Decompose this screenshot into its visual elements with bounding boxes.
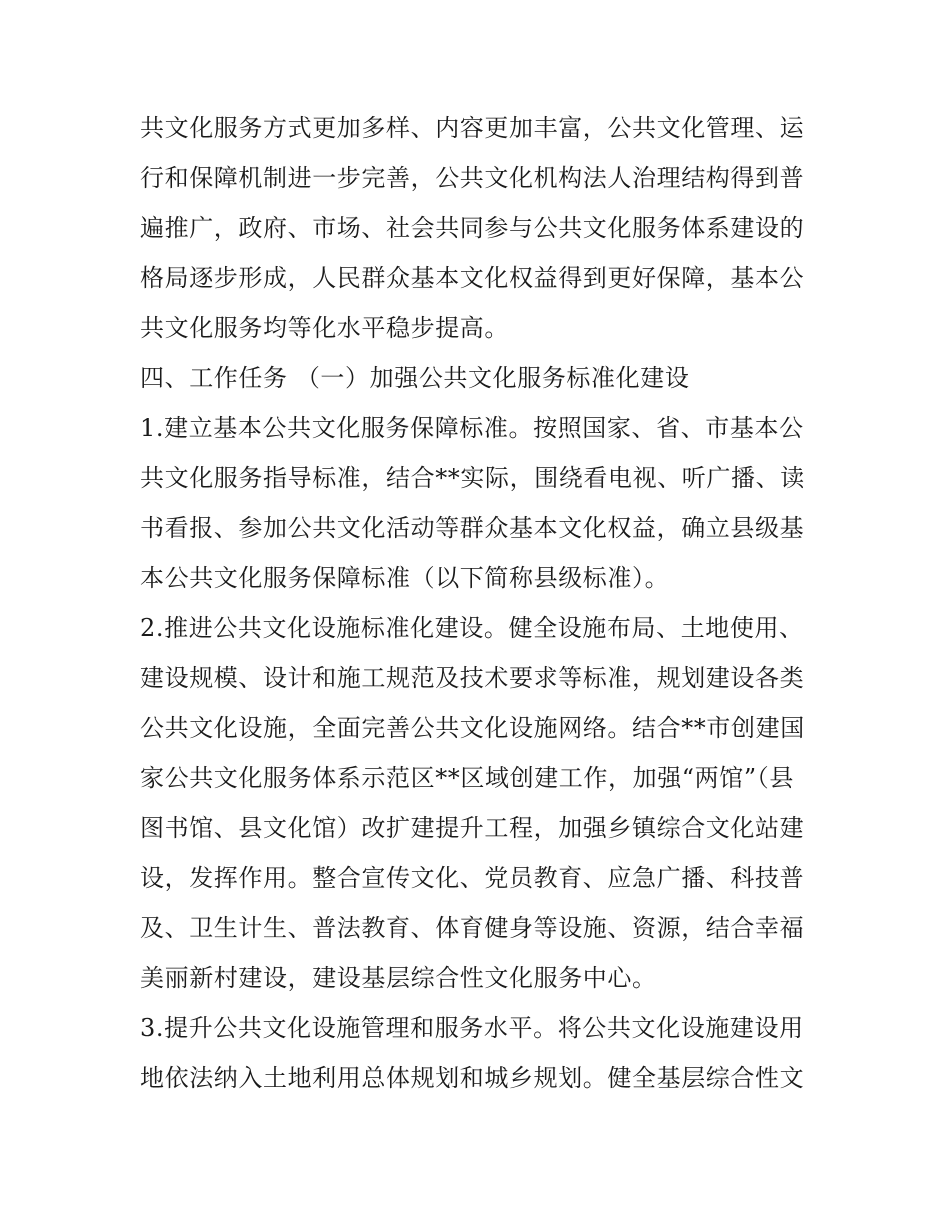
text-line: 建设规模、设计和施工规范及技术要求等标准，规划建设各类	[140, 664, 805, 692]
text-line: 书看报、参加公共文化活动等群众基本文化权益，确立县级基	[140, 514, 805, 542]
text-line: 及、卫生计生、普法教育、体育健身等设施、资源，结合幸福	[140, 914, 805, 942]
text-line: 家公共文化服务体系示范区**区域创建工作，加强“两馆”（县	[140, 764, 794, 792]
text-line: 图书馆、县文化馆）改扩建提升工程，加强乡镇综合文化站建	[140, 814, 805, 842]
text-line: 美丽新村建设，建设基层综合性文化服务中心。	[140, 964, 657, 992]
document-body	[140, 103, 820, 1103]
text-line: 2.推进公共文化设施标准化建设。健全设施布局、土地使用、	[140, 614, 804, 642]
text-line: 共文化服务指导标准，结合**实际，围绕看电视、听广播、读	[140, 464, 805, 492]
text-line: 遍推广，政府、市场、社会共同参与公共文化服务体系建设的	[140, 214, 805, 242]
text-line: 1.建立基本公共文化服务保障标准。按照国家、省、市基本公	[140, 414, 804, 442]
text-line: 共文化服务方式更加多样、内容更加丰富，公共文化管理、运	[140, 114, 805, 142]
text-line: 共文化服务均等化水平稳步提高。	[140, 314, 509, 342]
text-line: 公共文化设施，全面完善公共文化设施网络。结合**市创建国	[140, 714, 805, 742]
text-line: 地依法纳入土地利用总体规划和城乡规划。健全基层综合性文	[140, 1064, 805, 1092]
text-line: 本公共文化服务保障标准（以下简称县级标准）。	[140, 564, 670, 592]
text-line: 行和保障机制进一步完善，公共文化机构法人治理结构得到普	[140, 164, 805, 192]
text-line: 设，发挥作用。整合宣传文化、党员教育、应急广播、科技普	[140, 864, 805, 892]
section-heading: 四、工作任务 （一）加强公共文化服务标准化建设	[140, 364, 690, 392]
text-line: 格局逐步形成，人民群众基本文化权益得到更好保障，基本公	[140, 264, 805, 292]
text-line: 3.提升公共文化设施管理和服务水平。将公共文化设施建设用	[140, 1014, 804, 1042]
